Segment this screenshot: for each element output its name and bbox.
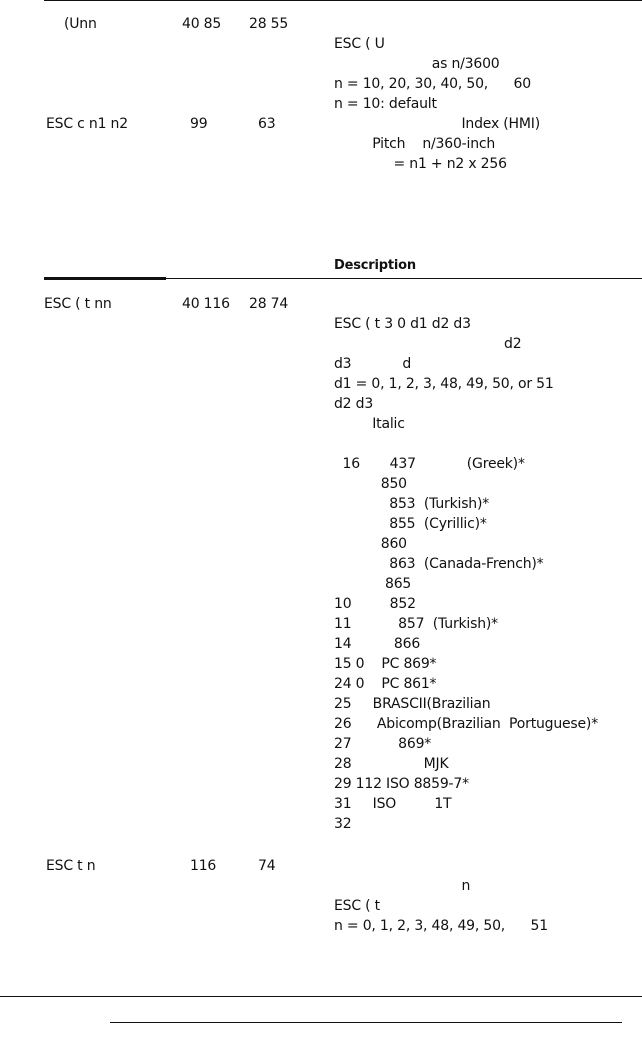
description-line: Pitch n/360-inch [334,136,496,152]
command-cell: ESC ( t nn [44,296,112,312]
description-line: 31 ISO 1T [334,796,452,812]
description-line: 24 0 PC 861* [334,676,437,692]
footer-rule [110,1022,622,1023]
description-line: Index (HMI) [334,116,540,132]
description-line: ESC ( t [334,898,380,914]
description-line: 853 (Turkish)* [334,496,490,512]
bottom-rule [0,996,642,997]
decimal-code: 99 [190,116,208,132]
description-line: d2 d3 [334,396,374,412]
description-line: 10 852 [334,596,416,612]
description-line: 26 Abicomp(Brazilian Portuguese)* [334,716,598,732]
description-line: 855 (Cyrillic)* [334,516,487,532]
description-line: d3 d [334,356,412,372]
description-line: 863 (Canada-French)* [334,556,544,572]
description-line: d1 = 0, 1, 2, 3, 48, 49, 50, or 51 [334,376,554,392]
description-line: 850 [334,476,407,492]
description-line: n = 10, 20, 30, 40, 50, 60 [334,76,531,92]
description-line: 28 MJK [334,756,449,772]
description-line: Italic [334,416,405,432]
decimal-code: 40 116 [182,296,230,312]
description-line: 14 866 [334,636,421,652]
description-line: = n1 + n2 x 256 [334,156,507,172]
description-line: 15 0 PC 869* [334,656,437,672]
description-line: n [334,878,471,894]
description-line: 27 869* [334,736,432,752]
description-line: d2 [334,336,522,352]
description-line: ESC ( t 3 0 d1 d2 d3 [334,316,471,332]
description-line: 25 BRASCII(Brazilian [334,696,491,712]
description-line: 11 857 (Turkish)* [334,616,498,632]
description-line: n = 10: default [334,96,437,112]
command-cell: ESC c n1 n2 [46,116,128,132]
description-line: 16 437 (Greek)* [334,456,525,472]
header-rule [44,278,642,279]
decimal-code: 116 [190,858,217,874]
hex-code: 74 [258,858,276,874]
description-line: 865 [334,576,412,592]
description-line: ESC ( U [334,36,385,52]
command-cell: (Unn [64,16,97,32]
hex-code: 63 [258,116,276,132]
decimal-code: 40 85 [182,16,222,32]
description-line: as n/3600 [334,56,500,72]
description-heading: Description [334,258,416,273]
hex-code: 28 55 [249,16,289,32]
top-rule [44,0,642,1]
hex-code: 28 74 [249,296,289,312]
description-line: n = 0, 1, 2, 3, 48, 49, 50, 51 [334,918,548,934]
description-line: 32 [334,816,352,832]
command-cell: ESC t n [46,858,96,874]
description-line: 860 [334,536,407,552]
description-line: 29 112 ISO 8859-7* [334,776,469,792]
